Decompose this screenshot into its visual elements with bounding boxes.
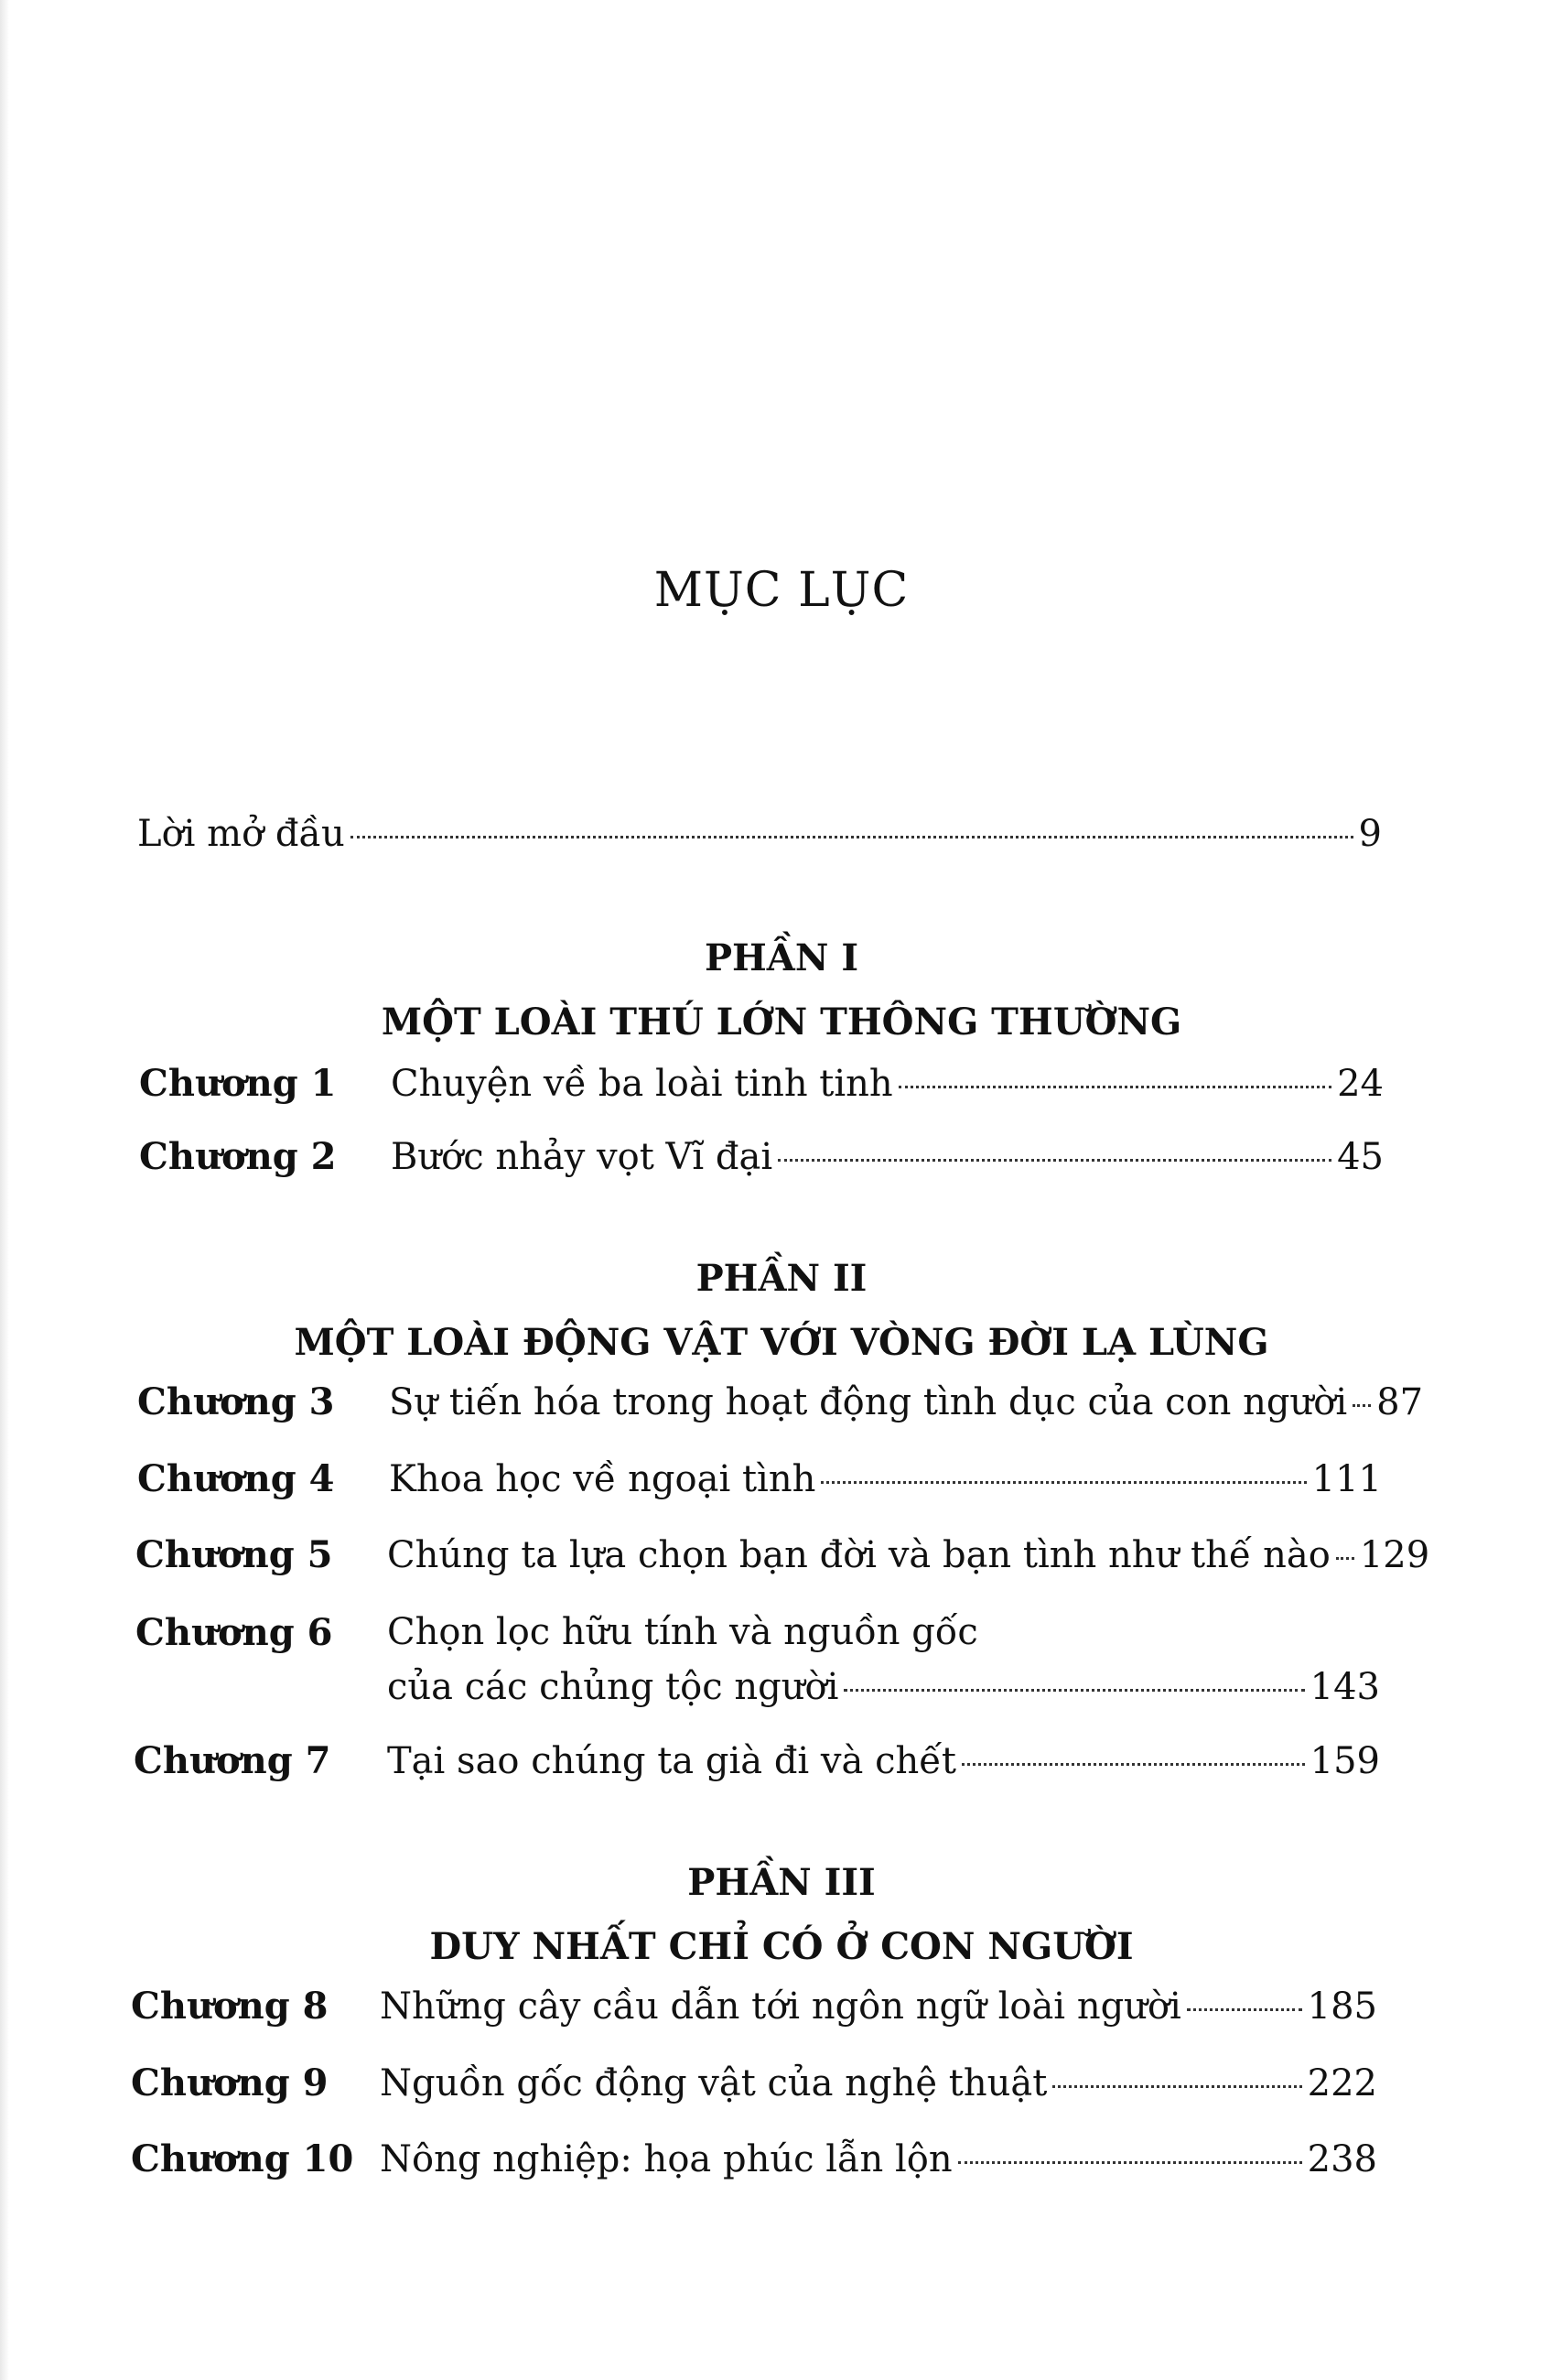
- toc-chapter-row: [134, 1739, 1380, 1782]
- dot-leader: [958, 2161, 1302, 2164]
- dot-leader: [1336, 1557, 1354, 1560]
- toc-chapter-row: [135, 1611, 1380, 1708]
- toc-entry-title: Nông nghiệp: họa phúc lẫn lộn: [380, 2138, 953, 2180]
- chapter-label: Chương 4: [137, 1457, 335, 1500]
- page-title: MỤC LỤC: [653, 563, 910, 618]
- part-number: PHẦN II: [695, 1257, 868, 1300]
- chapter-label: Chương 10: [131, 2137, 354, 2180]
- toc-page-number: 143: [1310, 1666, 1380, 1708]
- toc-page-number: 238: [1307, 2138, 1377, 2180]
- dot-leader: [962, 1763, 1305, 1766]
- toc-entry-title: Sự tiến hóa trong hoạt động tình dục của con người: [389, 1381, 1348, 1423]
- dot-leader: [1052, 2085, 1301, 2088]
- toc-entry-title: Những cây cầu dẫn tới ngôn ngữ loài người: [380, 1985, 1181, 2028]
- dot-leader: [778, 1159, 1331, 1162]
- part-2-heading: [0, 1247, 1563, 1375]
- toc-entry-title-line1: Chọn lọc hữu tính và nguồn gốc: [387, 1611, 978, 1653]
- part-number: PHẦN I: [704, 936, 859, 979]
- toc-page-number: 111: [1311, 1458, 1382, 1500]
- toc-entry-title: Chúng ta lựa chọn bạn đời và bạn tình như thế nào: [387, 1534, 1331, 1576]
- part-subtitle: MỘT LOÀI THÚ LỚN THÔNG THƯỜNG: [381, 1001, 1182, 1044]
- chapter-label: Chương 3: [137, 1380, 335, 1423]
- toc-chapter-row: [137, 1380, 1424, 1423]
- chapter-label: Chương 7: [134, 1739, 331, 1782]
- chapter-label: Chương 2: [139, 1135, 337, 1178]
- dot-leader: [844, 1689, 1304, 1692]
- toc-page-number: 159: [1310, 1740, 1380, 1782]
- toc-intro-row: [137, 813, 1382, 855]
- chapter-label: Chương 5: [135, 1533, 333, 1576]
- toc-entry-title-line2: của các chủng tộc người: [387, 1666, 839, 1708]
- part-subtitle: MỘT LOÀI ĐỘNG VẬT VỚI VÒNG ĐỜI LẠ LÙNG: [294, 1321, 1269, 1364]
- toc-entry-title: Nguồn gốc động vật của nghệ thuật: [380, 2062, 1048, 2104]
- toc-page-number: 24: [1337, 1063, 1384, 1105]
- toc-page-number: 185: [1307, 1985, 1377, 2028]
- toc-chapter-row: [131, 2061, 1377, 2104]
- toc-page-number: 87: [1376, 1381, 1424, 1423]
- toc-page-number: 45: [1337, 1136, 1384, 1178]
- toc-chapter-row: [135, 1533, 1430, 1576]
- chapter-label: Chương 9: [131, 2061, 329, 2104]
- toc-chapter-row: [131, 1985, 1377, 2028]
- toc-entry-title: Khoa học về ngoại tình: [389, 1458, 816, 1500]
- chapter-label: Chương 1: [139, 1062, 337, 1105]
- toc-chapter-row: [131, 2137, 1377, 2180]
- toc-chapter-row: [139, 1062, 1384, 1105]
- dot-leader: [1187, 2008, 1302, 2011]
- toc-entry-title: Bước nhảy vọt Vĩ đại: [391, 1136, 773, 1178]
- toc-chapter-row: [137, 1457, 1382, 1500]
- dot-leader: [821, 1481, 1306, 1484]
- part-number: PHẦN III: [687, 1861, 876, 1904]
- chapter-label: Chương 6: [135, 1611, 333, 1654]
- part-3-heading: [0, 1851, 1563, 1979]
- page-edge-shadow: [0, 0, 9, 2380]
- toc-entry-title: Chuyện về ba loài tinh tinh: [391, 1063, 893, 1105]
- toc-page-number: 9: [1358, 813, 1382, 855]
- toc-chapter-row: [139, 1135, 1384, 1178]
- dot-leader: [1353, 1404, 1371, 1407]
- toc-page-number: 129: [1359, 1534, 1430, 1576]
- toc-entry-title: Tại sao chúng ta già đi và chết: [387, 1740, 956, 1782]
- toc-entry-title: Lời mở đầu: [137, 813, 345, 855]
- part-subtitle: DUY NHẤT CHỈ CÓ Ở CON NGƯỜI: [429, 1925, 1134, 1968]
- part-1-heading: [0, 926, 1563, 1055]
- toc-page-number: 222: [1307, 2062, 1377, 2104]
- chapter-label: Chương 8: [131, 1985, 329, 2028]
- dot-leader: [350, 836, 1353, 838]
- dot-leader: [899, 1086, 1331, 1088]
